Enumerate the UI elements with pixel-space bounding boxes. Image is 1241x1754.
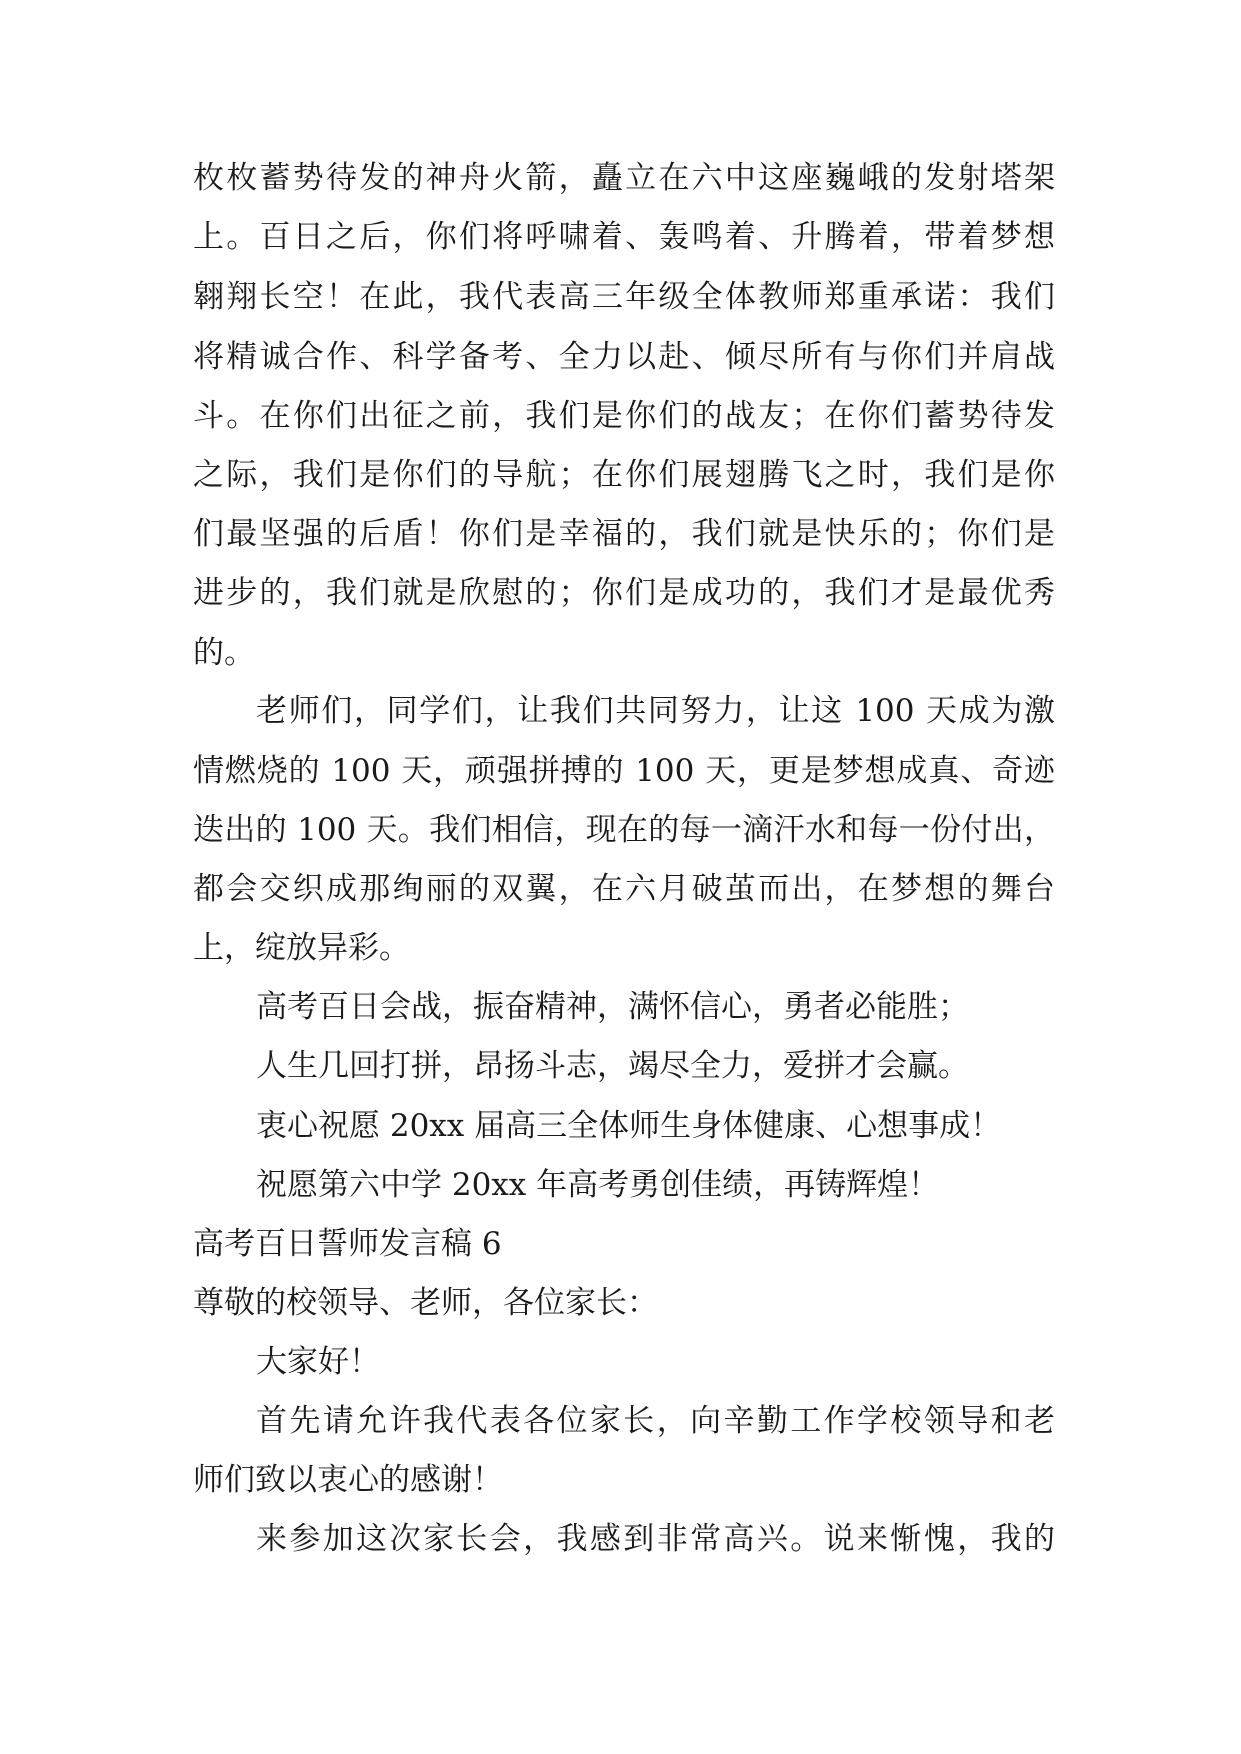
body-line: 将精诚合作、科学备考、全力以赴、倾尽所有与你们并肩战	[193, 339, 1055, 375]
paragraph-first-line: 来参加这次家长会，我感到非常高兴。说来惭愧，我的	[256, 1521, 1055, 1557]
paragraph-first-line: 首先请允许我代表各位家长，向辛勤工作学校领导和老	[256, 1403, 1055, 1439]
salutation: 尊敬的校领导、老师，各位家长：	[193, 1285, 658, 1321]
wish-line: 祝愿第六中学 20xx 年高考勇创佳绩，再铸辉煌！	[256, 1167, 940, 1203]
body-line: 们最坚强的后盾！你们是幸福的，我们就是快乐的；你们是	[193, 516, 1055, 552]
body-line: 迭出的 100 天。我们相信，现在的每一滴汗水和每一份付出，	[193, 812, 1055, 848]
wish-line: 衷心祝愿 20xx 届高三全体师生身体健康、心想事成！	[256, 1108, 1002, 1144]
body-line: 上，绽放异彩。	[193, 930, 410, 966]
slogan-line: 高考百日会战，振奋精神，满怀信心，勇者必能胜；	[256, 989, 969, 1025]
body-line: 都会交织成那绚丽的双翼，在六月破茧而出，在梦想的舞台	[193, 871, 1055, 907]
paragraph-first-line: 老师们，同学们，让我们共同努力，让这 100 天成为激	[256, 693, 1055, 729]
body-line: 师们致以衷心的感谢！	[193, 1462, 503, 1498]
body-line: 进步的，我们就是欣慰的；你们是成功的，我们才是最优秀	[193, 575, 1055, 611]
body-line: 情燃烧的 100 天，顽强拼搏的 100 天，更是梦想成真、奇迹	[193, 753, 1055, 789]
body-line: 的。	[193, 635, 255, 671]
body-line: 枚枚蓄势待发的神舟火箭，矗立在六中这座巍峨的发射塔架	[193, 160, 1055, 196]
body-line: 翱翔长空！在此，我代表高三年级全体教师郑重承诺：我们	[193, 279, 1055, 315]
body-line: 上。百日之后，你们将呼啸着、轰鸣着、升腾着，带着梦想	[193, 219, 1055, 255]
slogan-line: 人生几回打拼，昂扬斗志，竭尽全力，爱拼才会赢。	[256, 1048, 969, 1084]
section-title: 高考百日誓师发言稿 6	[193, 1226, 502, 1262]
body-line: 之际，我们是你们的导航；在你们展翅腾飞之时，我们是你	[193, 457, 1055, 493]
greeting: 大家好！	[256, 1344, 380, 1380]
body-line: 斗。在你们出征之前，我们是你们的战友；在你们蓄势待发	[193, 398, 1055, 434]
